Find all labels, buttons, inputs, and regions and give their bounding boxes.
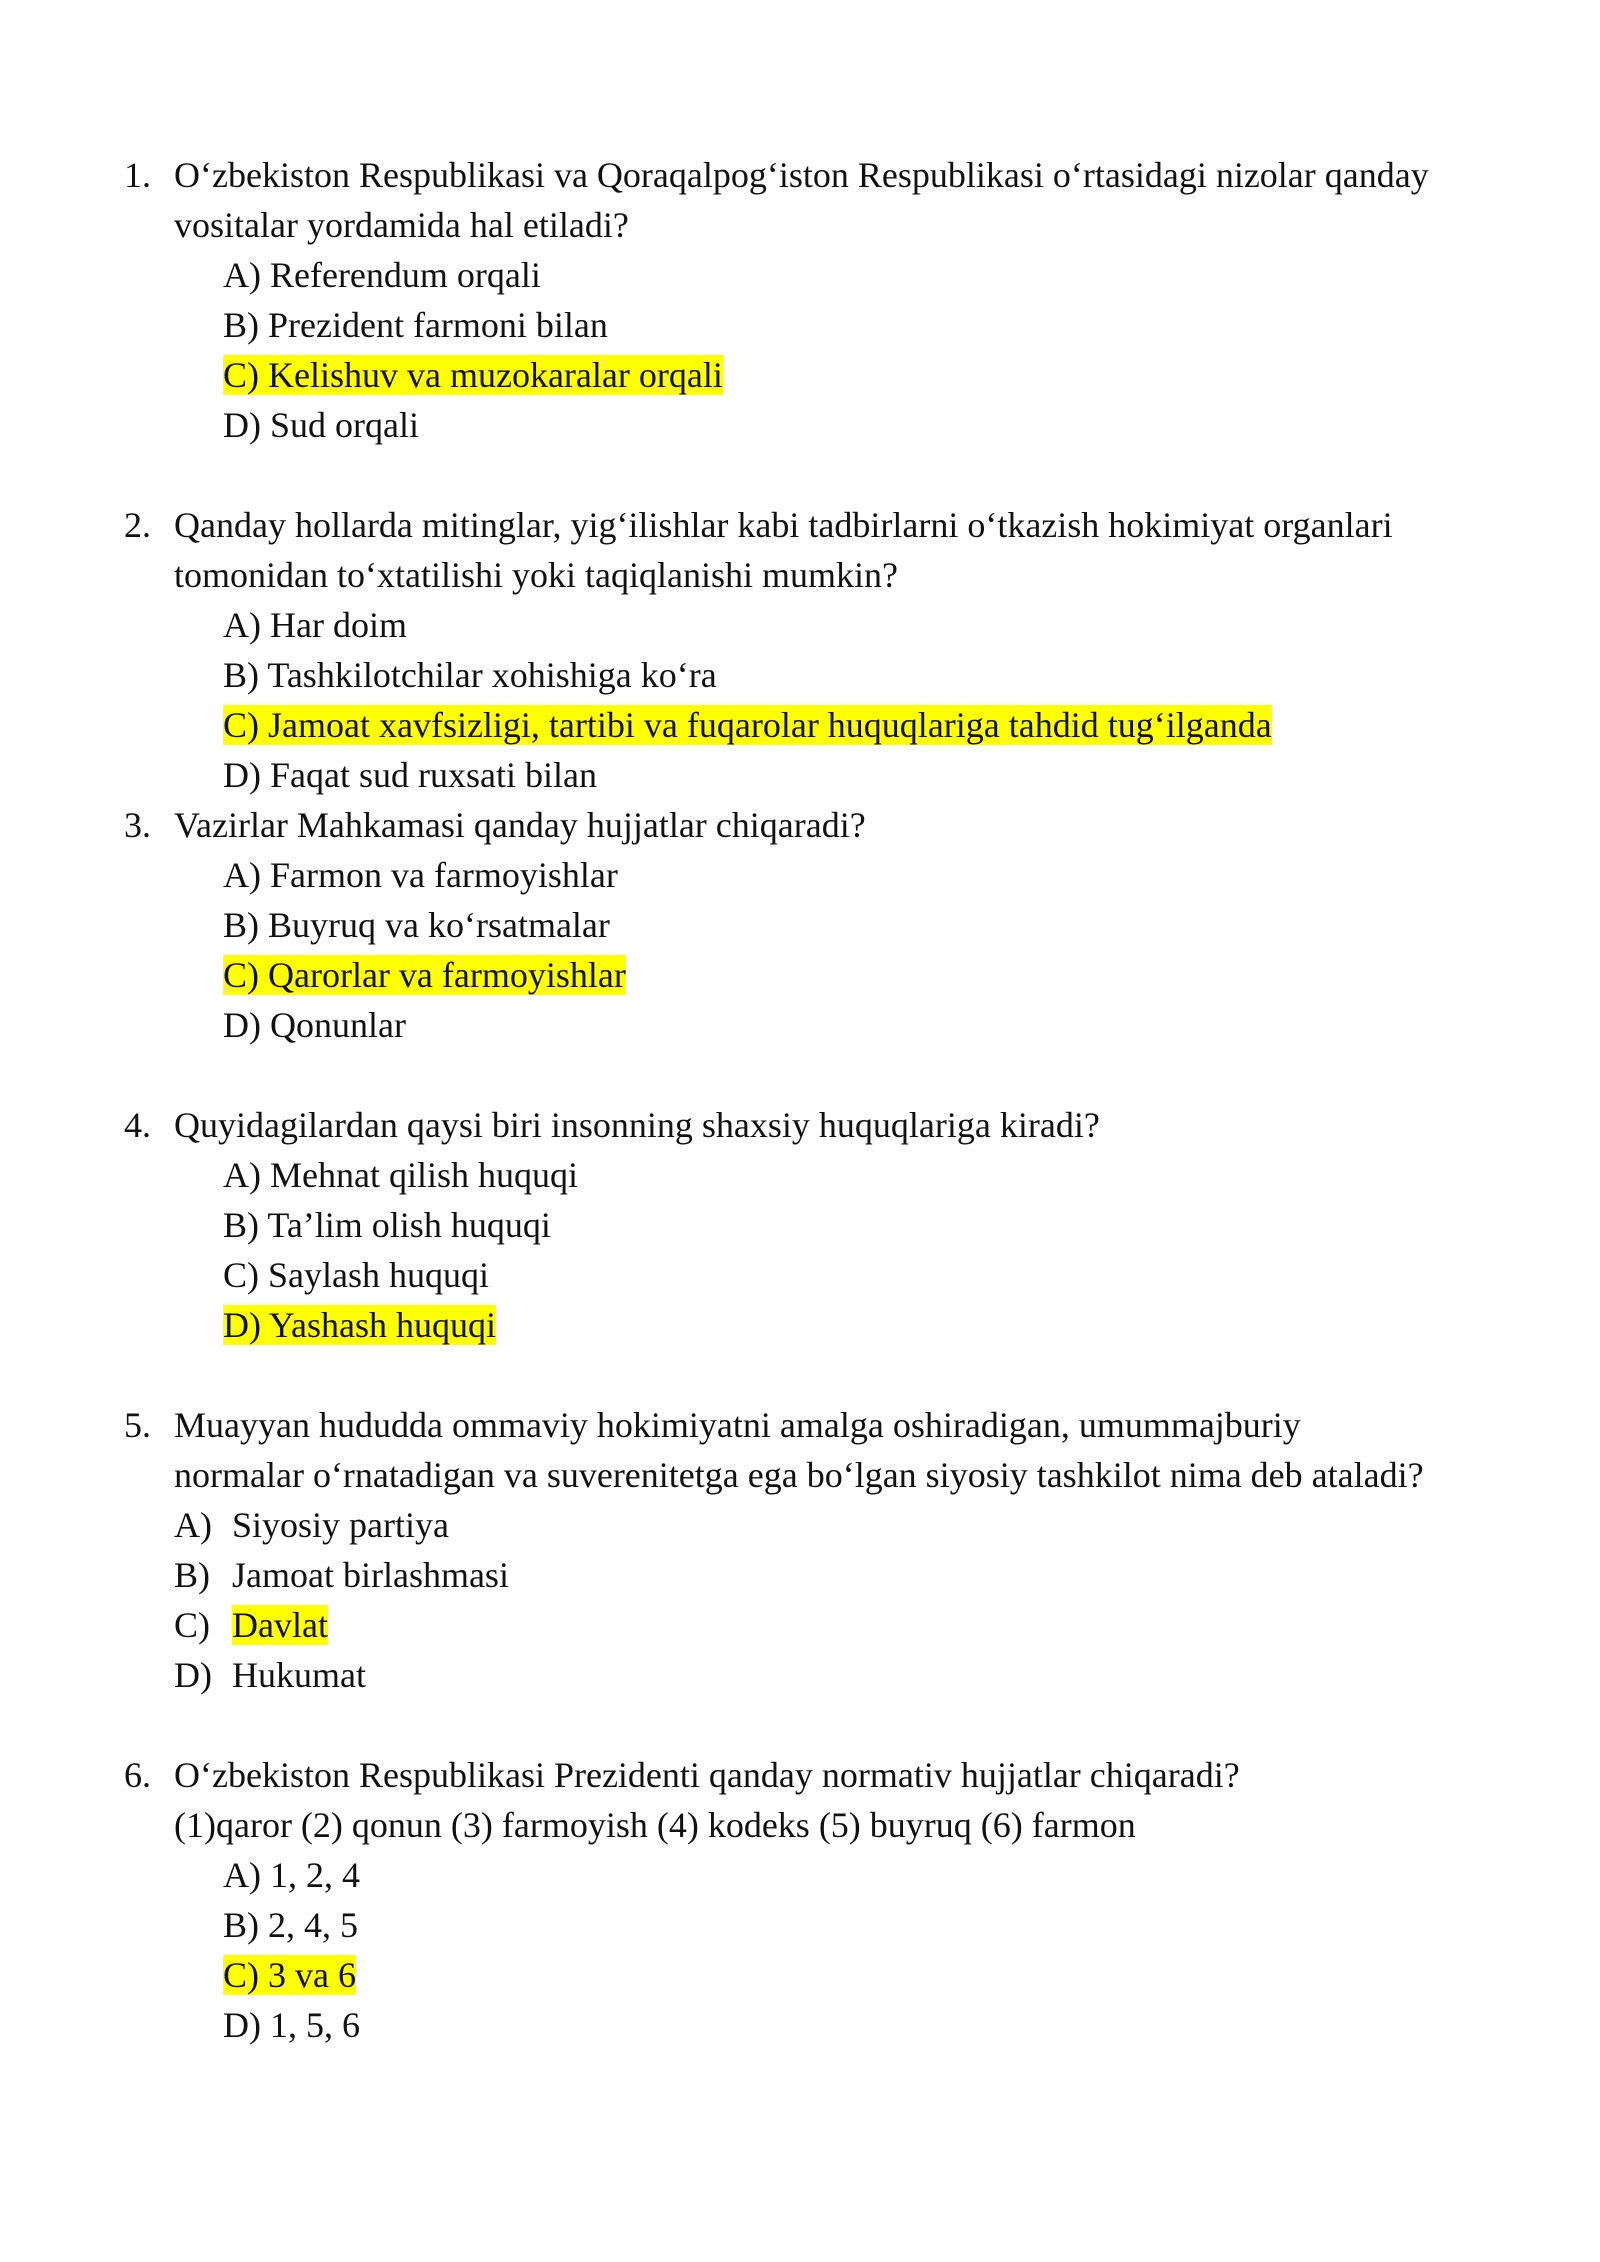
question-number: 1.: [124, 155, 151, 195]
question-4: [0, 1100, 1600, 1350]
question-number: 3.: [124, 805, 151, 845]
option-d: D) Faqat sud ruxsati bilan: [223, 755, 597, 795]
question-text-line: Quyidagilardan qaysi biri insonning shaxsiy huquqlariga kiradi?: [174, 1105, 1100, 1145]
option-c: C) Saylash huquqi: [223, 1255, 489, 1295]
option-letter: B): [174, 1555, 210, 1595]
option-a: A) Mehnat qilish huquqi: [223, 1155, 578, 1195]
question-1: [0, 150, 1600, 450]
option-d-correct: [0, 1300, 1600, 1350]
highlighted-answer: C) Kelishuv va muzokaralar orqali: [223, 355, 723, 395]
question-line: [0, 1100, 1600, 1150]
highlighted-answer: C) Qarorlar va farmoyishlar: [223, 955, 626, 995]
option-c-correct: [0, 1950, 1600, 2000]
question-text-line: Qanday hollarda mitinglar, yig‘ilishlar kabi tadbirlarni o‘tkazish hokimiyat organlari: [174, 505, 1393, 545]
option-c-correct: [0, 950, 1600, 1000]
option-c-correct: [0, 700, 1600, 750]
highlighted-answer: C) Jamoat xavfsizligi, tartibi va fuqarolar huquqlariga tahdid tug‘ilganda: [223, 705, 1272, 745]
option-d: D) Qonunlar: [223, 1005, 406, 1045]
option-b: B) Prezident farmoni bilan: [223, 305, 608, 345]
option-text: Jamoat birlashmasi: [232, 1555, 509, 1595]
question-line: [0, 150, 1600, 200]
option-a: A) Referendum orqali: [223, 255, 541, 295]
option-b: B) Tashkilotchilar xohishiga ko‘ra: [223, 655, 717, 695]
question-number: 5.: [124, 1405, 151, 1445]
option-text: Hukumat: [232, 1655, 366, 1695]
option-a: A) 1, 2, 4: [223, 1855, 360, 1895]
option-b: [0, 1550, 1600, 1600]
question-6: [0, 1750, 1600, 2050]
option-d: D) 1, 5, 6: [223, 2005, 360, 2045]
question-list: [0, 150, 1600, 2100]
option-b: B) Ta’lim olish huquqi: [223, 1205, 551, 1245]
question-2: [0, 500, 1600, 800]
question-text-line: tomonidan to‘xtatilishi yoki taqiqlanishi mumkin?: [174, 555, 898, 595]
option-d: [0, 1650, 1600, 1700]
option-letter: A): [174, 1505, 212, 1545]
option-b: B) 2, 4, 5: [223, 1905, 358, 1945]
question-line: [0, 1750, 1600, 1800]
question-text-line: O‘zbekiston Respublikasi va Qoraqalpog‘iston Respublikasi o‘rtasidagi nizolar qanday: [174, 155, 1429, 195]
question-number: 6.: [124, 1755, 151, 1795]
option-c-correct: [0, 1600, 1600, 1650]
question-number: 4.: [124, 1105, 151, 1145]
question-3: [0, 800, 1600, 1050]
option-c-correct: [0, 350, 1600, 400]
question-text-line: vositalar yordamida hal etiladi?: [174, 205, 629, 245]
question-line: [0, 1400, 1600, 1450]
option-letter: D): [174, 1655, 212, 1695]
option-b: B) Buyruq va ko‘rsatmalar: [223, 905, 610, 945]
highlighted-answer: Davlat: [232, 1605, 328, 1645]
question-5: [0, 1400, 1600, 1700]
question-text-line: Muayyan hududda ommaviy hokimiyatni amalga oshiradigan, umummajburiy: [174, 1405, 1301, 1445]
option-a: A) Farmon va farmoyishlar: [223, 855, 618, 895]
question-text-line: O‘zbekiston Respublikasi Prezidenti qanday normativ hujjatlar chiqaradi?: [174, 1755, 1240, 1795]
option-letter: C): [174, 1605, 210, 1645]
option-a: A) Har doim: [223, 605, 407, 645]
question-choices-line: (1)qaror (2) qonun (3) farmoyish (4) kodeks (5) buyruq (6) farmon: [174, 1805, 1136, 1845]
option-a: [0, 1500, 1600, 1550]
question-line: [0, 800, 1600, 850]
question-number: 2.: [124, 505, 151, 545]
option-text: Siyosiy partiya: [232, 1505, 449, 1545]
highlighted-answer: D) Yashash huquqi: [223, 1305, 497, 1345]
question-text-line: Vazirlar Mahkamasi qanday hujjatlar chiqaradi?: [174, 805, 866, 845]
option-d: D) Sud orqali: [223, 405, 419, 445]
question-text-line: normalar o‘rnatadigan va suverenitetga ega bo‘lgan siyosiy tashkilot nima deb ataladi?: [174, 1455, 1424, 1495]
highlighted-answer: C) 3 va 6: [223, 1955, 356, 1995]
question-line: [0, 500, 1600, 550]
